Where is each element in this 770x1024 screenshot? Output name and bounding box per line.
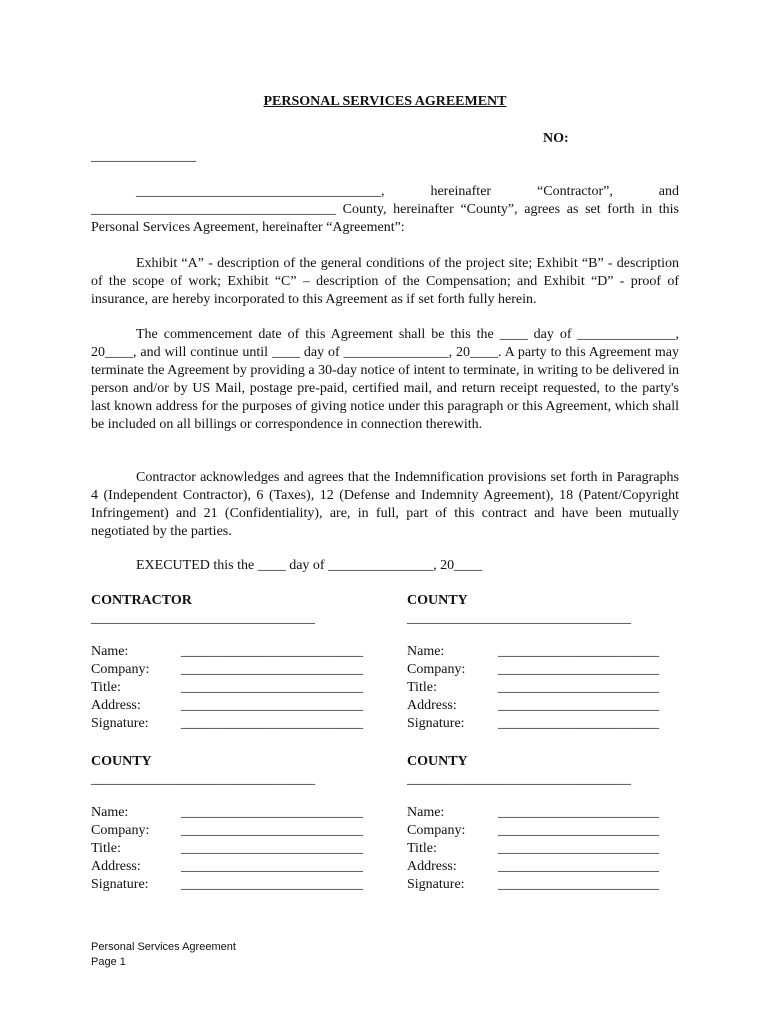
- parties-paragraph: [91, 183, 679, 237]
- signature-block-contractor: [91, 593, 391, 733]
- signature-block-heading: COUNTY: [91, 754, 152, 769]
- signature-fields: [407, 643, 697, 733]
- indemnification-paragraph: [91, 469, 679, 541]
- document-title: PERSONAL SERVICES AGREEMENT: [263, 94, 507, 109]
- field-label-company: Company:: [91, 662, 150, 677]
- term-text: The commencement date of this Agreement shall be this the ____ day of ______________, 20____, and will continue until ____ day of _______________, 20____. A party to this Agreement may terminate the Agreement by providing a 30-day notice of intent to terminate, in writing to be delivered in person and/or by US Mail, postage pre-paid, certified mail, and return receipt requested, to the party's last known address for the purposes of giving notice under this paragraph or this Agreement, which shall be included on all billings or correspondence in connection therewith.: [91, 327, 679, 432]
- signature-block-header-line: ________________________________: [407, 611, 631, 626]
- field-blank-company: __________________________: [181, 823, 363, 838]
- field-label-name: Name:: [91, 644, 129, 659]
- term-paragraph: [91, 326, 679, 434]
- field-label-signature: Signature:: [407, 877, 465, 892]
- signature-block-heading: COUNTY: [407, 754, 468, 769]
- field-label-name: Name:: [407, 805, 445, 820]
- signature-block-header-line: ________________________________: [407, 772, 631, 787]
- field-label-company: Company:: [407, 662, 466, 677]
- field-blank-title: __________________________: [181, 841, 363, 856]
- exhibits-text: Exhibit “A” - description of the general conditions of the project site; Exhibit “B” - description of the scope of work; Exhibit “C” – description of the Compensation; and Exhibit “D” - proof of insurance, are hereby incorporated to this Agreement as if set forth fully herein.: [91, 256, 679, 307]
- field-label-company: Company:: [407, 823, 466, 838]
- field-blank-signature: _______________________: [498, 877, 659, 892]
- footer-page-number: Page 1: [91, 956, 126, 968]
- field-label-signature: Signature:: [407, 716, 465, 731]
- executed-line: EXECUTED this the ____ day of _______________, 20____: [136, 558, 483, 573]
- field-blank-name: __________________________: [181, 805, 363, 820]
- exhibits-paragraph: [91, 255, 679, 309]
- field-blank-company: __________________________: [181, 662, 363, 677]
- signature-block-header-line: ________________________________: [91, 611, 315, 626]
- page-footer: [91, 940, 236, 970]
- field-blank-address: __________________________: [181, 859, 363, 874]
- field-label-name: Name:: [91, 805, 129, 820]
- field-blank-company: _______________________: [498, 823, 659, 838]
- field-blank-address: _______________________: [498, 859, 659, 874]
- field-label-company: Company:: [91, 823, 150, 838]
- signature-fields: [91, 804, 391, 894]
- footer-document-name: Personal Services Agreement: [91, 941, 236, 953]
- signature-fields: [407, 804, 697, 894]
- signature-block-heading: CONTRACTOR: [91, 593, 192, 608]
- field-blank-title: _______________________: [498, 841, 659, 856]
- field-label-title: Title:: [91, 841, 121, 856]
- field-label-address: Address:: [91, 698, 141, 713]
- field-blank-signature: __________________________: [181, 716, 363, 731]
- field-label-signature: Signature:: [91, 877, 149, 892]
- field-label-title: Title:: [407, 841, 437, 856]
- field-blank-name: _______________________: [498, 805, 659, 820]
- signature-block-county-2: [91, 754, 391, 894]
- field-label-address: Address:: [407, 859, 457, 874]
- field-label-signature: Signature:: [91, 716, 149, 731]
- field-blank-address: _______________________: [498, 698, 659, 713]
- signature-block-county-1: [407, 593, 697, 733]
- signature-block-county-3: [407, 754, 697, 894]
- parties-text: ___________________________________, hereinafter “Contractor”, and ___________________________________ County, hereinafter “County”, agrees as set forth in this Personal Services Agreement, hereinafter “Agreement”:: [91, 184, 679, 235]
- field-label-title: Title:: [407, 680, 437, 695]
- signature-fields: [91, 643, 391, 733]
- signature-block-header-line: ________________________________: [91, 772, 315, 787]
- agreement-number-label: NO:: [543, 131, 569, 146]
- field-label-address: Address:: [407, 698, 457, 713]
- field-blank-company: _______________________: [498, 662, 659, 677]
- field-label-address: Address:: [91, 859, 141, 874]
- field-blank-name: _______________________: [498, 644, 659, 659]
- field-blank-title: _______________________: [498, 680, 659, 695]
- indemnification-text: Contractor acknowledges and agrees that the Indemnification provisions set forth in Paragraphs 4 (Independent Contractor), 6 (Taxes), 12 (Defense and Indemnity Agreement), 18 (Patent/Copyright Infringement) and 21 (Confidentiality), are, in full, part of this contract and have been mutually negotiated by the parties.: [91, 470, 679, 539]
- field-blank-title: __________________________: [181, 680, 363, 695]
- field-label-title: Title:: [91, 680, 121, 695]
- field-label-name: Name:: [407, 644, 445, 659]
- field-blank-name: __________________________: [181, 644, 363, 659]
- agreement-number-blank: _______________: [91, 149, 196, 164]
- field-blank-signature: _______________________: [498, 716, 659, 731]
- signature-block-heading: COUNTY: [407, 593, 468, 608]
- field-blank-signature: __________________________: [181, 877, 363, 892]
- field-blank-address: __________________________: [181, 698, 363, 713]
